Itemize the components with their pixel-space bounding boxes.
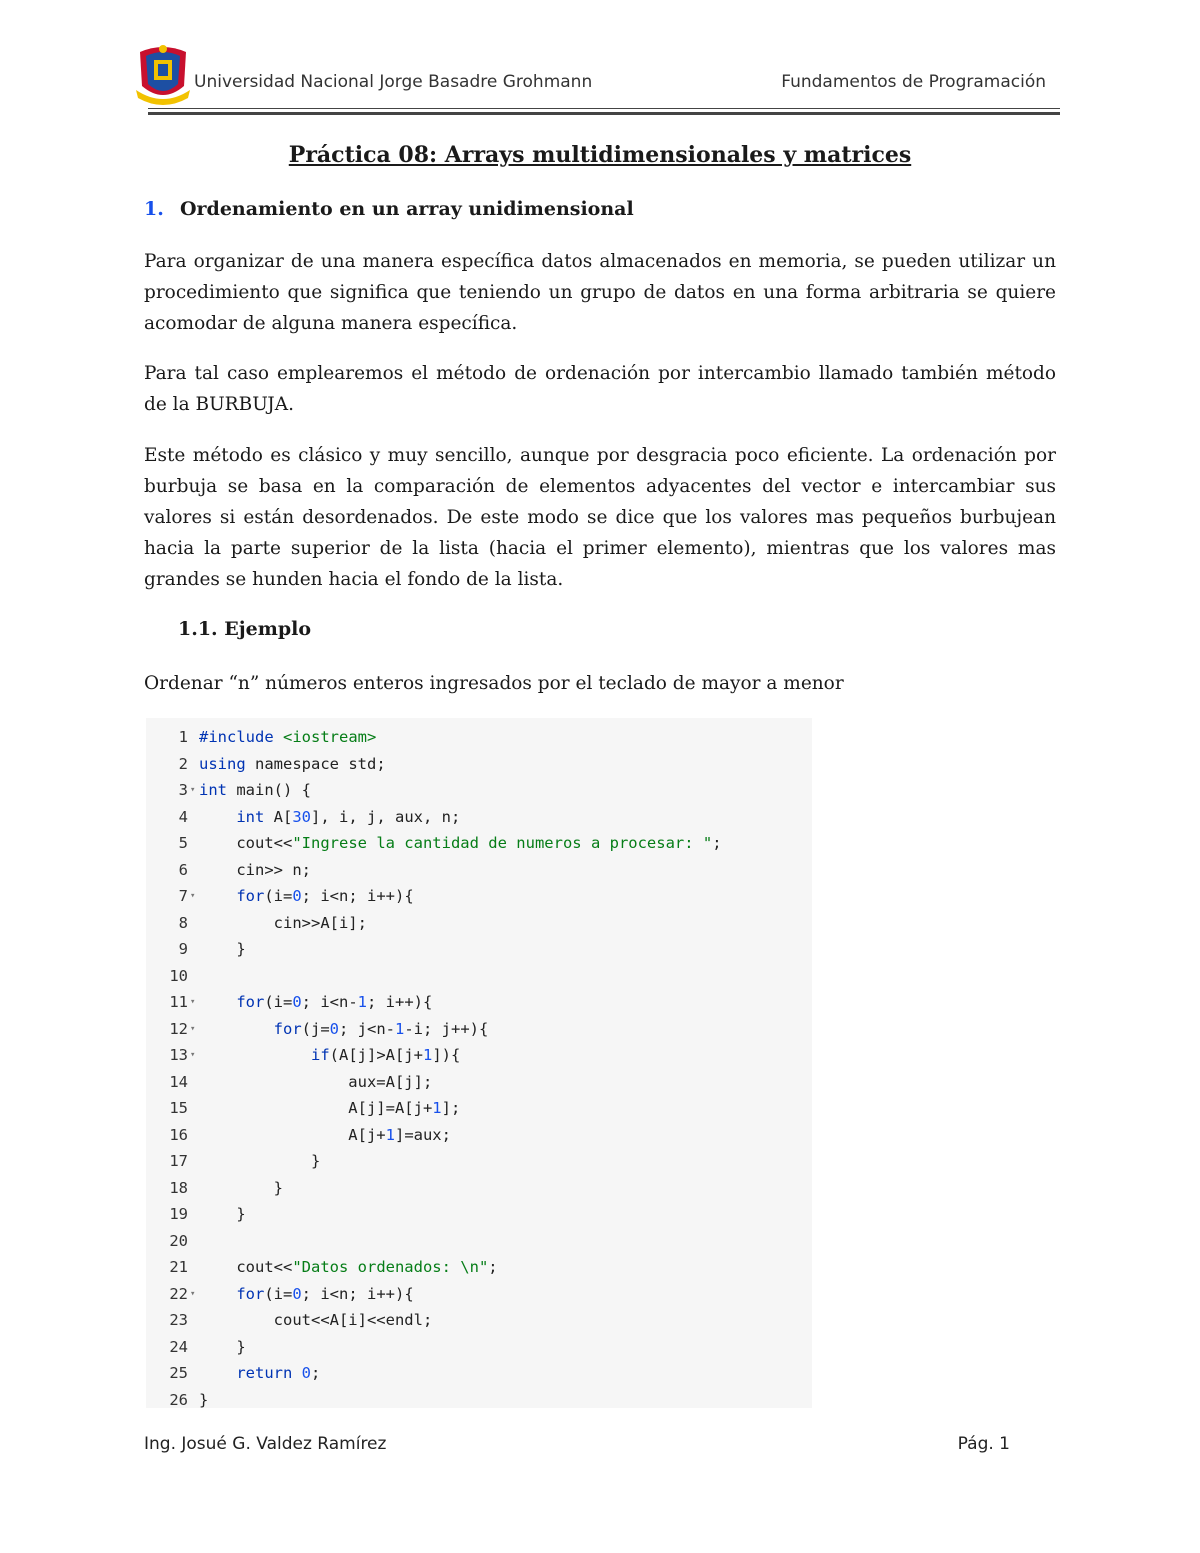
code-text: for(i=0; i<n; i++){ [236,1284,414,1303]
subsection-heading: 1.1. Ejemplo [178,618,312,640]
fold-arrow-icon[interactable]: ▾ [190,891,196,901]
code-text: cin>> n; [199,860,311,879]
line-number: 1 [178,728,188,746]
code-text: for(j=0; j<n-1-i; j++){ [273,1019,489,1038]
code-line [146,1122,812,1149]
section-heading [144,198,634,220]
code-line [146,857,812,884]
code-line [146,1095,812,1122]
code-line [146,751,812,778]
code-text: int main() { [199,781,311,799]
code-text: } [199,1152,321,1170]
section-title: Ordenamiento en un array unidimensional [180,198,634,220]
line-number: 2 [178,754,188,773]
code-text: cout<<"Ingrese la cantidad de numeros a procesar: "; [199,834,722,852]
line-number: 21 [169,1258,188,1276]
fold-arrow-icon[interactable]: ▾ [190,785,196,795]
fold-arrow-icon[interactable]: ▾ [190,1288,196,1299]
code-line [146,1281,812,1308]
code-text: cout<<A[i]<<endl; [199,1311,433,1329]
line-number: 16 [169,1125,188,1144]
line-number: 25 [169,1364,188,1382]
paragraph: Para tal caso emplearemos el método de ordenación por intercambio llamado también método de la BURBUJA. [144,363,1056,415]
line-number: 18 [169,1178,188,1197]
code-line [146,1228,812,1255]
line-number: 26 [169,1390,188,1409]
code-text: } [199,940,246,958]
code-line [146,1069,812,1096]
footer-page-number: Pág. 1 [957,1434,1010,1454]
code-text: } [199,1205,246,1223]
line-number: 4 [178,807,188,826]
code-line [146,1016,812,1043]
line-number: 11 [169,993,188,1011]
code-line [146,1334,812,1361]
code-line [146,989,812,1016]
line-number: 13 [169,1046,188,1064]
code-line [146,1148,812,1175]
fold-arrow-icon[interactable]: ▾ [190,1023,196,1034]
line-number: 23 [169,1311,188,1329]
line-number: 10 [169,966,188,985]
code-text: A[j]=A[j+1]; [199,1099,461,1117]
code-line [146,830,812,857]
footer-author: Ing. Josué G. Valdez Ramírez [144,1434,387,1454]
fold-arrow-icon[interactable]: ▾ [190,997,196,1007]
header-university: Universidad Nacional Jorge Basadre Grohmann [194,72,593,92]
code-line [146,936,812,963]
line-number: 17 [169,1152,188,1170]
code-text: aux=A[j]; [199,1072,433,1091]
code-text: } [199,1337,246,1356]
code-line [146,1307,812,1334]
line-number: 3 [178,781,188,799]
line-number: 19 [169,1205,188,1223]
line-number: 7 [178,887,188,905]
line-number: 9 [178,940,188,958]
code-line [146,777,812,804]
code-text: A[j+1]=aux; [199,1125,451,1144]
header-rule [148,108,1060,109]
code-text: int A[30], i, j, aux, n; [236,807,461,826]
code-text: #include <iostream> [199,728,377,746]
header-rule-thick [148,112,1060,115]
code-text: using namespace std; [199,754,386,773]
code-line [146,1042,812,1069]
header-course: Fundamentos de Programación [781,72,1046,92]
line-number: 6 [178,860,188,879]
code-text: for(i=0; i<n-1; i++){ [236,993,433,1011]
example-intro: Ordenar “n” números enteros ingresados por el teclado de mayor a menor [144,673,844,694]
line-number: 5 [178,834,188,852]
paragraph: Este método es clásico y muy sencillo, aunque por desgracia poco eficiente. La ordenación por burbuja se basa en la comparación de elementos adyacentes del vector e intercambiar sus valores si están desordenados. De este modo se dice que los valores mas pequeños burbujean hacia la parte superior de la lista (hacia el primer elemento), mientras que los valores mas grandes se hunden hacia el fondo de la lista. [144,445,1056,590]
code-text: return 0; [236,1364,321,1382]
line-number: 20 [169,1231,188,1250]
section-number: 1. [144,198,164,220]
code-line [146,883,812,910]
code-line [146,1387,812,1414]
code-line [146,910,812,937]
line-number: 14 [169,1072,188,1091]
line-number: 22 [169,1284,188,1303]
code-text: } [199,1178,283,1197]
code-block [146,718,812,1408]
line-number: 24 [169,1337,188,1356]
code-line [146,1175,812,1202]
code-text: } [199,1390,209,1409]
code-line [146,1254,812,1281]
code-text: if(A[j]>A[j+1]){ [310,1046,461,1064]
paragraph: Para organizar de una manera específica datos almacenados en memoria, se pueden utilizar un procedimiento que significa que teniendo un grupo de datos en una forma arbitraria se quiere acomodar de alguna manera específica. [144,251,1056,334]
page-header [128,38,1060,118]
code-line [146,1360,812,1387]
code-line [146,804,812,831]
line-number: 12 [169,1019,188,1038]
code-line [146,724,812,751]
fold-arrow-icon[interactable]: ▾ [190,1050,196,1060]
code-text: for(i=0; i<n; i++){ [236,887,414,905]
page-title: Práctica 08: Arrays multidimensionales y matrices [288,142,912,168]
code-text: cin>>A[i]; [199,913,367,932]
code-line [146,1201,812,1228]
line-number: 8 [178,913,188,932]
code-line [146,963,812,990]
line-number: 15 [169,1099,188,1117]
code-text: cout<<"Datos ordenados: \n"; [199,1258,498,1276]
university-crest-logo [134,42,192,106]
